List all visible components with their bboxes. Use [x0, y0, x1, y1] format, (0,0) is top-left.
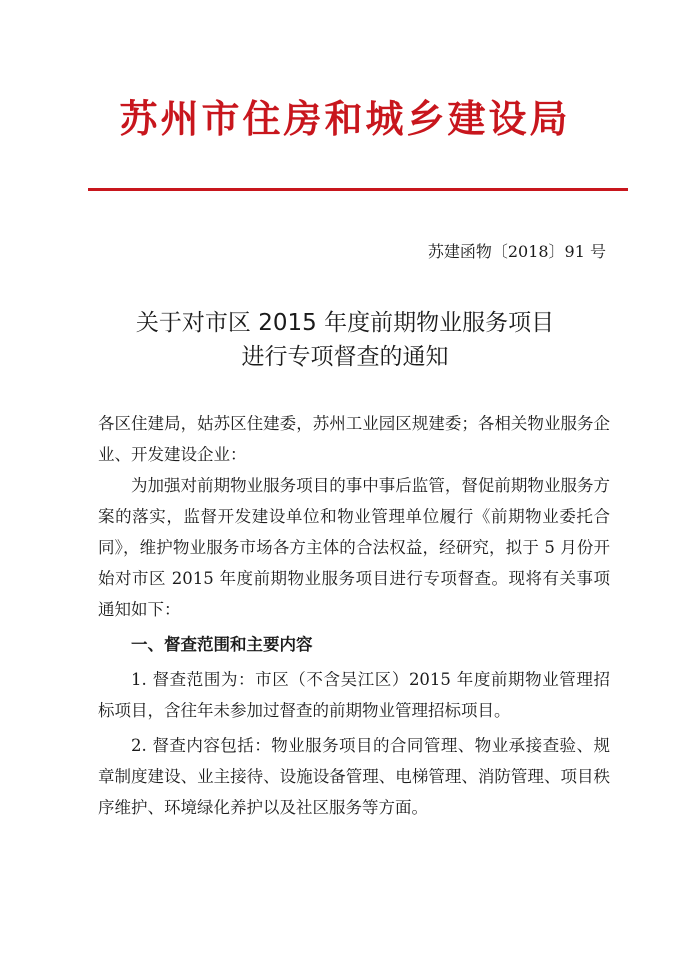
list-item-2: 2. 督查内容包括：物业服务项目的合同管理、物业承接查验、规章制度建设、业主接待、设施设备管理、电梯管理、消防管理、项目秩序维护、环境绿化养护以及社区服务等方面。: [98, 736, 610, 817]
title-line-2: 进行专项督查的通知: [241, 344, 449, 370]
document-body: [98, 408, 610, 823]
issuing-organization: 苏州市住房和城乡建设局: [119, 96, 571, 141]
intro-paragraph: 为加强对前期物业服务项目的事中事后监管，督促前期物业服务方案的落实，监督开发建设单位和物业管理单位履行《前期物业委托合同》，维护物业服务市场各方主体的合法权益，经研究，拟于 5 月份开始对市区 2015 年度前期物业服务项目进行专项督查。现将有关事项通知如下：: [98, 476, 610, 619]
document-title: [60, 306, 630, 374]
header-divider: [88, 188, 628, 191]
addressee-paragraph: 各区住建局，姑苏区住建委，苏州工业园区规建委；各相关物业服务企业、开发建设企业：: [98, 414, 610, 464]
list-item-1: 1. 督查范围为：市区（不含吴江区）2015 年度前期物业管理招标项目，含往年未参加过督查的前期物业管理招标项目。: [98, 670, 610, 720]
document-number: 苏建函物〔2018〕91 号: [427, 242, 606, 261]
section-heading-1: 一、督查范围和主要内容: [131, 635, 313, 654]
title-line-1: 关于对市区 2015 年度前期物业服务项目: [135, 310, 555, 336]
